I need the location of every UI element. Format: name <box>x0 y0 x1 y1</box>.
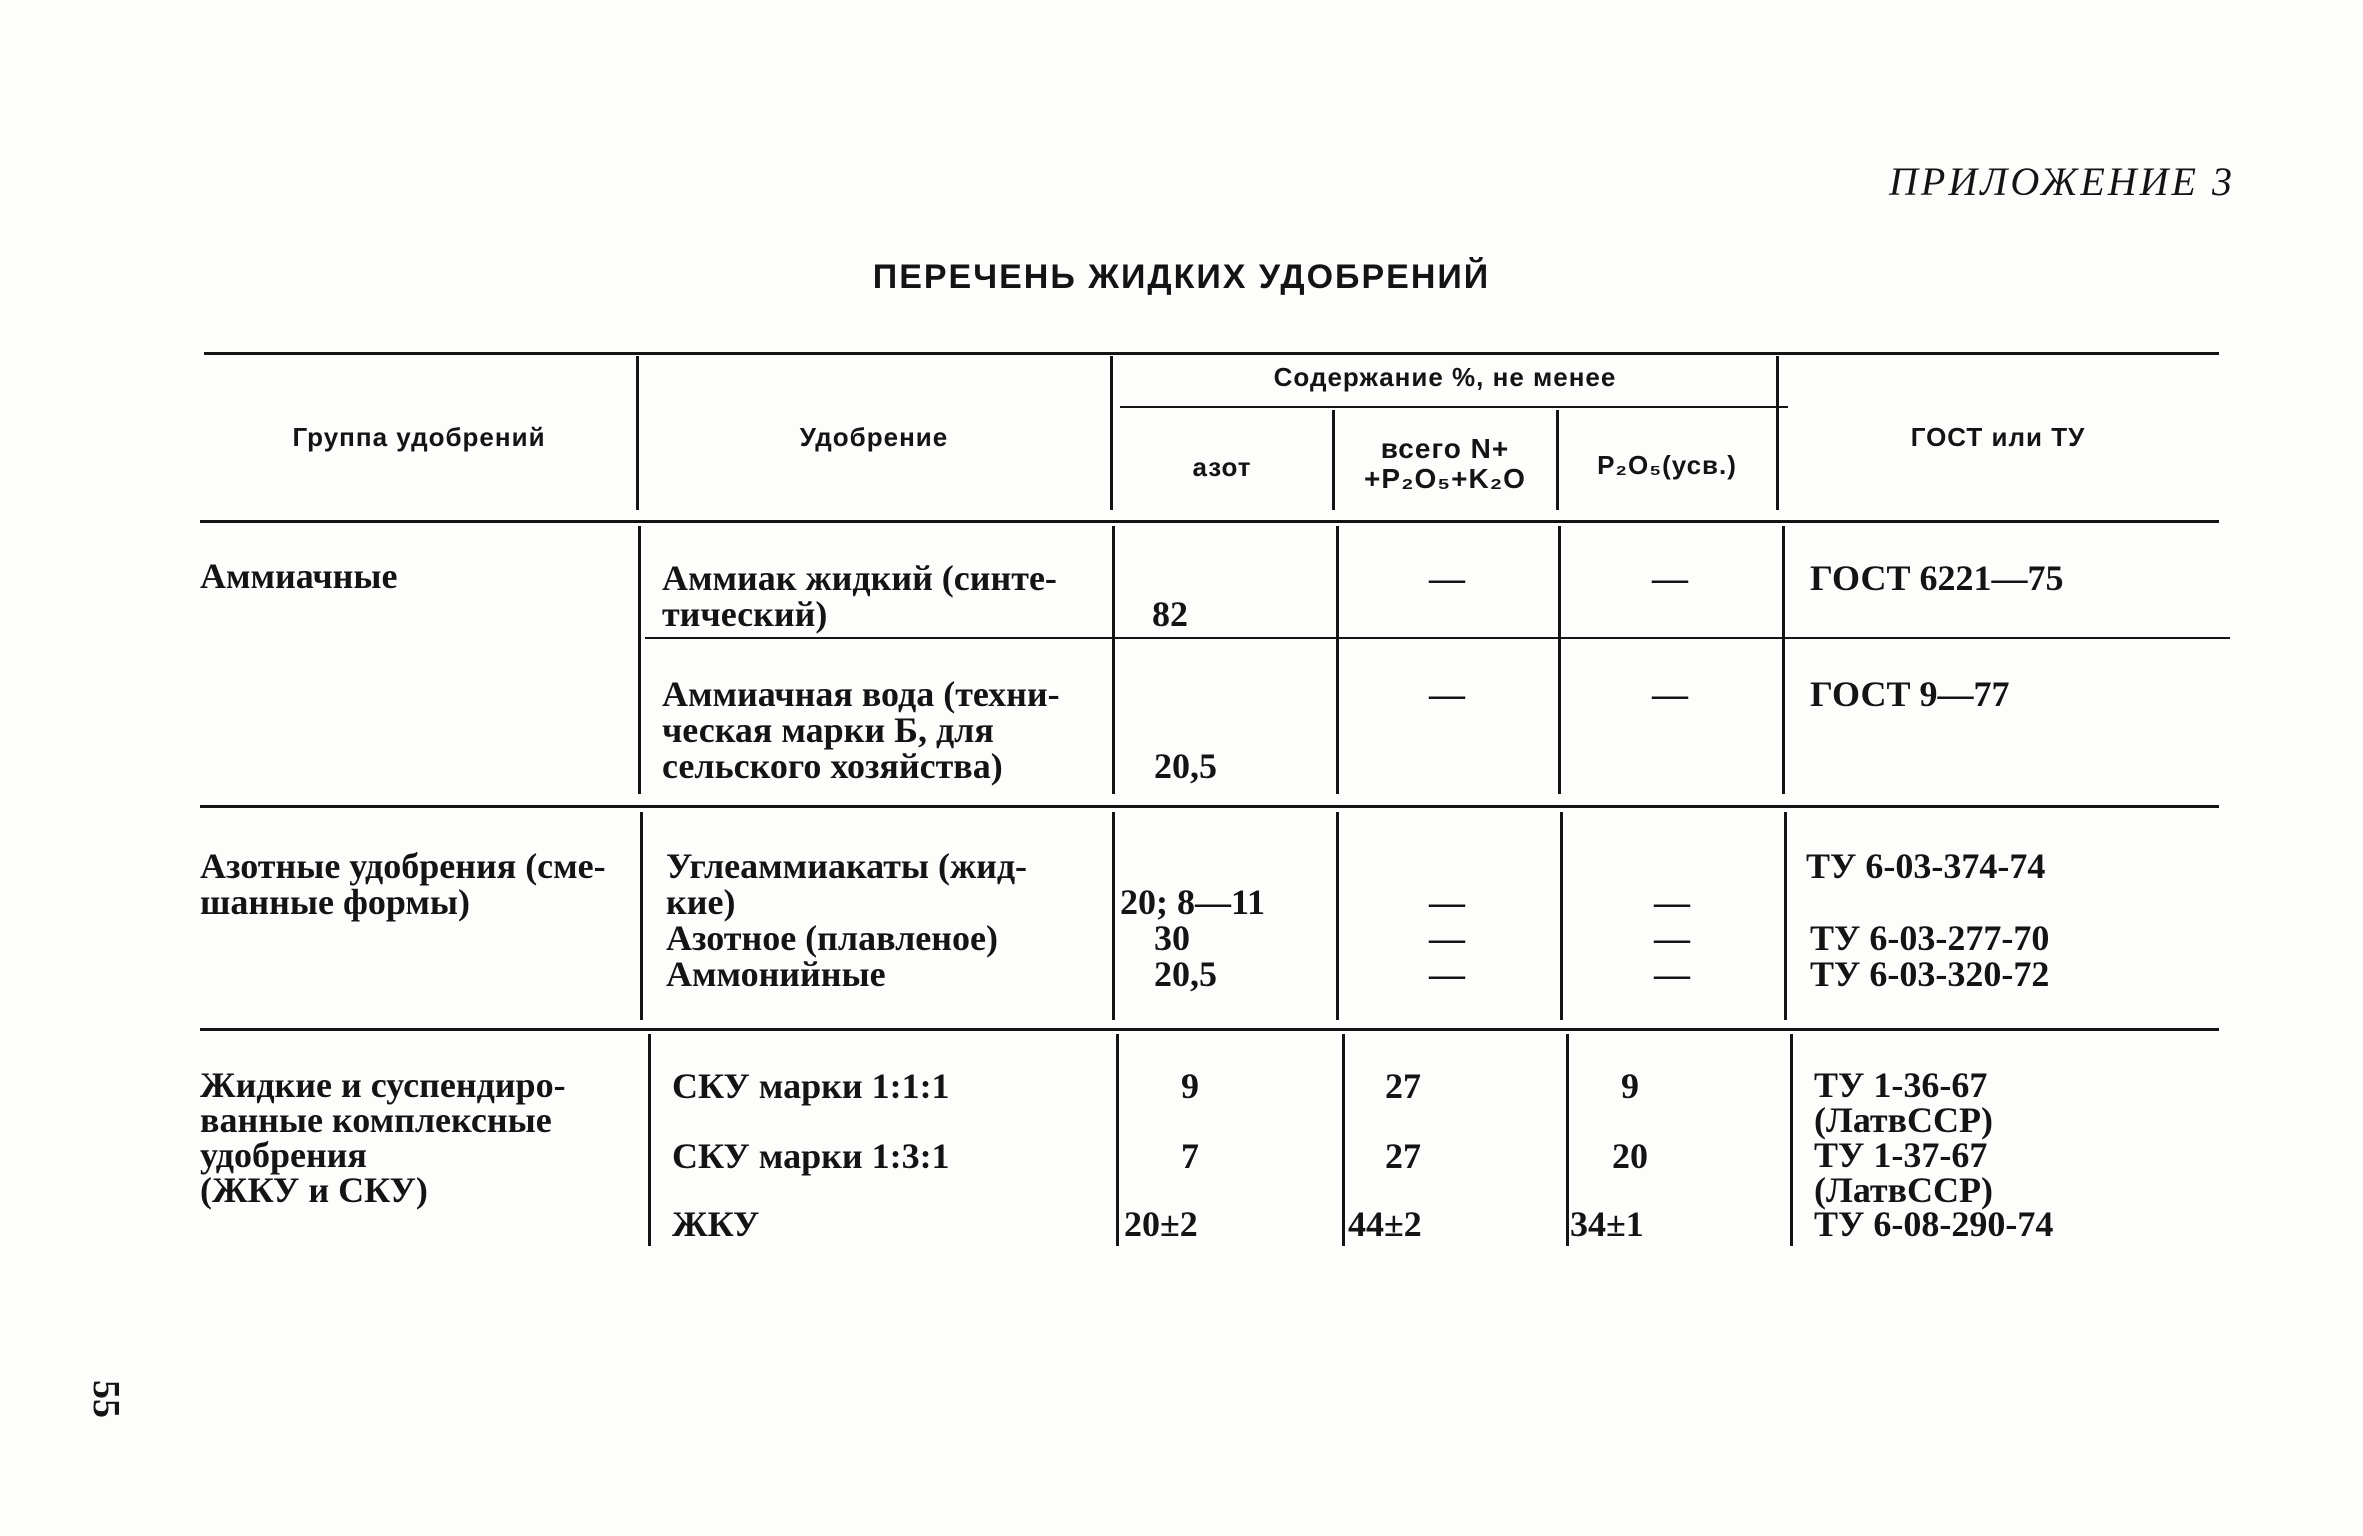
total-cell: — <box>1429 558 1465 598</box>
col-divider-2 <box>1116 1034 1119 1246</box>
nitrogen-cell: 82 <box>1152 594 1188 634</box>
group-cell: Жидкие и суспендиро- ванные комплексные удобрения (ЖКУ и СКУ) <box>200 1065 566 1210</box>
col-divider-2 <box>1112 812 1115 1020</box>
gost-cell: ГОСТ 6221—75 <box>1810 558 2064 598</box>
p2o5-cell: — <box>1654 918 1690 958</box>
total-cell: 27 <box>1385 1066 1421 1106</box>
nitrogen-cell: 20±2 <box>1124 1204 1198 1244</box>
header-fertilizer: Удобрение <box>799 422 949 452</box>
group-cell: Аммиачные <box>200 556 398 596</box>
col-divider-1 <box>638 526 641 794</box>
col-divider-5 <box>1790 1034 1793 1246</box>
total-cell: 44±2 <box>1348 1204 1422 1244</box>
table-top-rule <box>204 352 2219 355</box>
col-divider-4 <box>1566 1034 1569 1246</box>
total-cell: — <box>1429 954 1465 994</box>
col-divider-4 <box>1556 410 1559 510</box>
section-1-bottom-rule <box>200 805 2219 808</box>
header-bottom-rule <box>200 520 2219 523</box>
header-total-npk: всего N+ +P₂O₅+K₂O <box>1364 433 1526 494</box>
header-p2o5: P₂O₅(усв.) <box>1597 450 1737 480</box>
nitrogen-cell: 7 <box>1181 1136 1199 1176</box>
gost-cell: ТУ 6-03-320-72 <box>1810 954 2050 994</box>
nitrogen-cell: 9 <box>1181 1066 1199 1106</box>
p2o5-cell: 20 <box>1612 1136 1648 1176</box>
fertilizer-cell: Аммонийные <box>666 954 886 994</box>
total-cell: — <box>1429 674 1465 714</box>
nitrogen-cell: 20; 8—11 <box>1120 882 1266 922</box>
section-2-bottom-rule <box>200 1028 2219 1031</box>
col-divider-3 <box>1332 410 1335 510</box>
p2o5-cell: — <box>1654 954 1690 994</box>
col-divider-1 <box>648 1034 651 1246</box>
fertilizer-cell: Аммиак жидкий (синте- тический) <box>662 558 1057 634</box>
nitrogen-cell: 30 <box>1154 918 1190 958</box>
col-divider-2 <box>1110 356 1113 510</box>
nitrogen-cell: 20,5 <box>1154 746 1217 786</box>
col-divider-4 <box>1560 812 1563 1020</box>
appendix-label: ПРИЛОЖЕНИЕ 3 <box>1889 159 2235 204</box>
gost-cell: ТУ 1-36-67 (ЛатвССР) <box>1814 1065 1993 1140</box>
p2o5-cell: 34±1 <box>1570 1204 1644 1244</box>
page-number: 55 <box>85 1380 127 1418</box>
fertilizer-cell: Аммиачная вода (техни- ческая марки Б, для сельского хозяйства) <box>662 674 1060 786</box>
total-cell: — <box>1429 918 1465 958</box>
group-cell: Азотные удобрения (сме- шанные формы) <box>200 846 606 922</box>
page-title: ПЕРЕЧЕНЬ ЖИДКИХ УДОБРЕНИЙ <box>872 258 1491 296</box>
gost-cell: ТУ 6-08-290-74 <box>1814 1204 2054 1244</box>
header-gost: ГОСТ или ТУ <box>1910 422 2086 452</box>
total-cell: 27 <box>1385 1136 1421 1176</box>
gost-cell: ТУ 1-37-67 (ЛатвССР) <box>1814 1135 1993 1210</box>
p2o5-cell: — <box>1652 674 1688 714</box>
total-cell: — <box>1429 882 1465 922</box>
header-nitrogen: азот <box>1192 452 1252 482</box>
gost-cell: ТУ 6-03-374-74 <box>1806 846 2046 886</box>
col-divider-5 <box>1776 356 1779 510</box>
header-content: Содержание %, не менее <box>1273 362 1617 392</box>
col-divider-4 <box>1558 526 1561 794</box>
gost-cell: ТУ 6-03-277-70 <box>1810 918 2050 958</box>
nitrogen-cell: 20,5 <box>1154 954 1217 994</box>
col-divider-5 <box>1784 812 1787 1020</box>
p2o5-cell: — <box>1652 558 1688 598</box>
fertilizer-cell: СКУ марки 1:3:1 <box>672 1136 950 1176</box>
col-divider-1 <box>636 356 639 510</box>
gost-cell: ГОСТ 9—77 <box>1810 674 2010 714</box>
header-group: Группа удобрений <box>292 422 546 452</box>
fertilizer-cell: Азотное (плавленое) <box>666 918 998 958</box>
p2o5-cell: — <box>1654 882 1690 922</box>
col-divider-3 <box>1336 812 1339 1020</box>
fertilizer-cell: СКУ марки 1:1:1 <box>672 1066 950 1106</box>
col-divider-1 <box>640 812 643 1020</box>
fertilizer-cell: ЖКУ <box>672 1204 760 1244</box>
content-header-rule <box>1120 406 1788 408</box>
p2o5-cell: 9 <box>1621 1066 1639 1106</box>
col-divider-2 <box>1112 526 1115 794</box>
col-divider-5 <box>1782 526 1785 794</box>
fertilizer-cell: Углеаммиакаты (жид- кие) <box>666 846 1028 922</box>
ammonia-row-divider <box>645 637 2230 639</box>
col-divider-3 <box>1342 1034 1345 1246</box>
col-divider-3 <box>1336 526 1339 794</box>
